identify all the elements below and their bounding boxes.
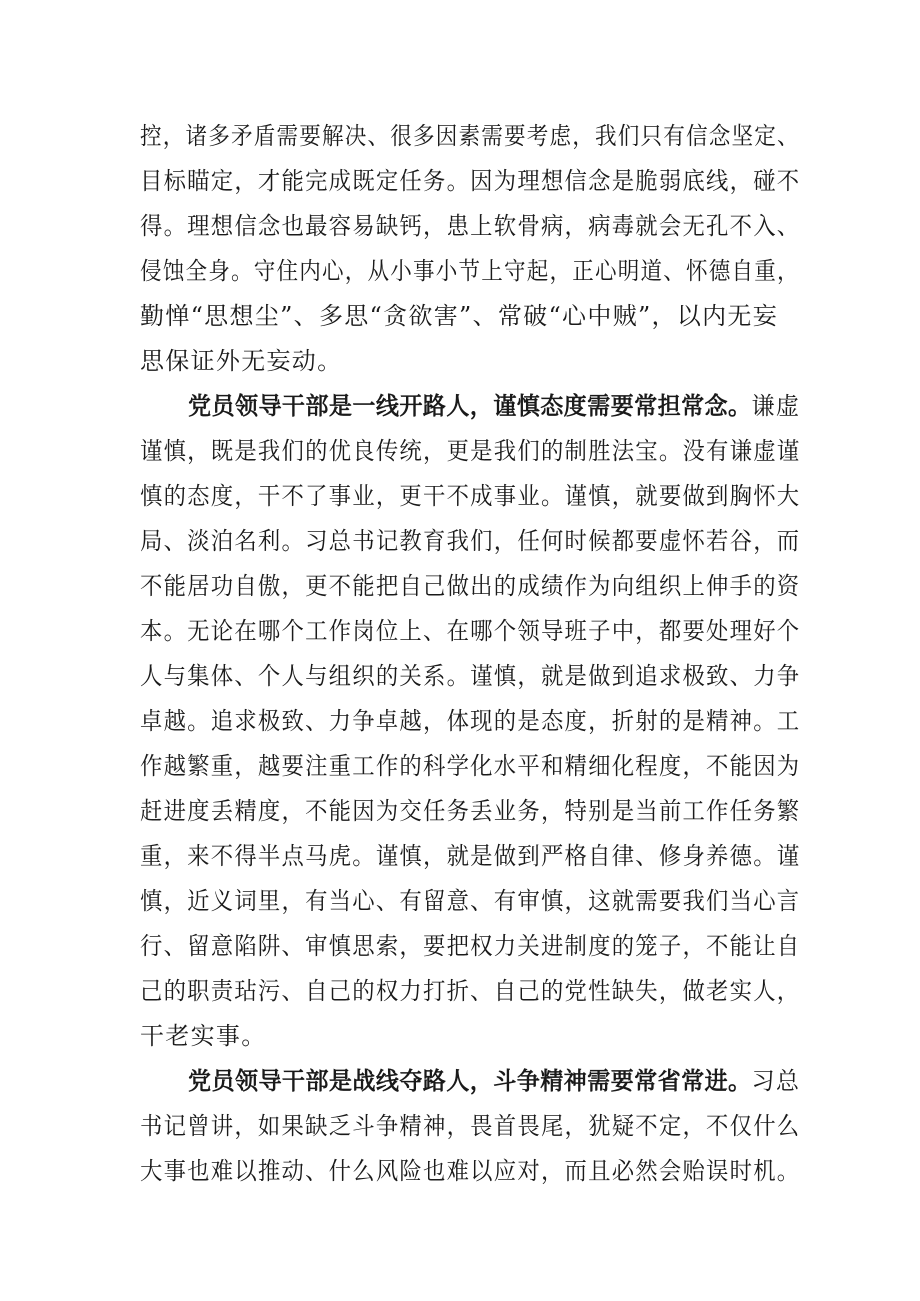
- body-line: 己的职责玷污、自己的权力打折、自己的党性缺失，做老实人，: [140, 977, 801, 1005]
- body-line: 不能居功自傲，更不能把自己做出的成绩作为向组织上伸手的资: [140, 572, 801, 600]
- body-line: 书记曾讲，如果缺乏斗争精神，畏首畏尾，犹疑不定，不仅什么: [140, 1112, 801, 1140]
- paragraph-heading: 党员领导干部是一线开路人，谨慎态度需要常担常念。: [188, 392, 752, 420]
- body-line: 人与集体、个人与组织的关系。谨慎，就是做到追求极致、力争: [140, 662, 801, 690]
- body-line: 慎的态度，干不了事业，更干不成事业。谨慎，就要做到胸怀大: [140, 482, 801, 510]
- body-line: 目标瞄定，才能完成既定任务。因为理想信念是脆弱底线，碰不: [140, 167, 801, 195]
- body-line: 作越繁重，越要注重工作的科学化水平和精细化程度，不能因为: [140, 752, 801, 780]
- body-line: 赶进度丢精度，不能因为交任务丢业务，特别是当前工作任务繁: [140, 797, 801, 825]
- paragraph-2-first-line: [188, 386, 800, 426]
- body-line: 思保证外无妄动。: [140, 347, 343, 375]
- paragraph-heading: 党员领导干部是战线夺路人，斗争精神需要常省常进。: [188, 1067, 752, 1095]
- body-line: 勤惮“思想尘”、多思“贪欲害”、常破“心中贼”，以内无妄: [140, 302, 779, 330]
- body-line: 慎，近义词里，有当心、有留意、有审慎，这就需要我们当心言: [140, 887, 801, 915]
- body-line: 干老实事。: [140, 1022, 267, 1050]
- body-line: 重，来不得半点马虎。谨慎，就是做到严格自律、修身养德。谨: [140, 842, 801, 870]
- body-line: 得。理想信念也最容易缺钙，患上软骨病，病毒就会无孔不入、: [140, 212, 801, 240]
- body-line: 本。无论在哪个工作岗位上、在哪个领导班子中，都要处理好个: [140, 617, 801, 645]
- paragraph-text: 习总: [751, 1067, 801, 1095]
- paragraph-text: 谦虚: [751, 392, 801, 420]
- body-line: 卓越。追求极致、力争卓越，体现的是态度，折射的是精神。工: [140, 707, 801, 735]
- body-line: 大事也难以推动、什么风险也难以应对，而且必然会贻误时机。: [140, 1157, 801, 1185]
- body-line: 侵蚀全身。守住内心，从小事小节上守起，正心明道、怀德自重，: [140, 257, 800, 285]
- body-line: 控，诸多矛盾需要解决、很多因素需要考虑，我们只有信念坚定、: [140, 122, 800, 150]
- paragraph-3-first-line: [188, 1061, 800, 1101]
- body-line: 行、留意陷阱、审慎思索，要把权力关进制度的笼子，不能让自: [140, 932, 801, 960]
- body-line: 谨慎，既是我们的优良传统，更是我们的制胜法宝。没有谦虚谨: [140, 437, 801, 465]
- body-line: 局、淡泊名利。习总书记教育我们，任何时候都要虚怀若谷，而: [140, 527, 801, 555]
